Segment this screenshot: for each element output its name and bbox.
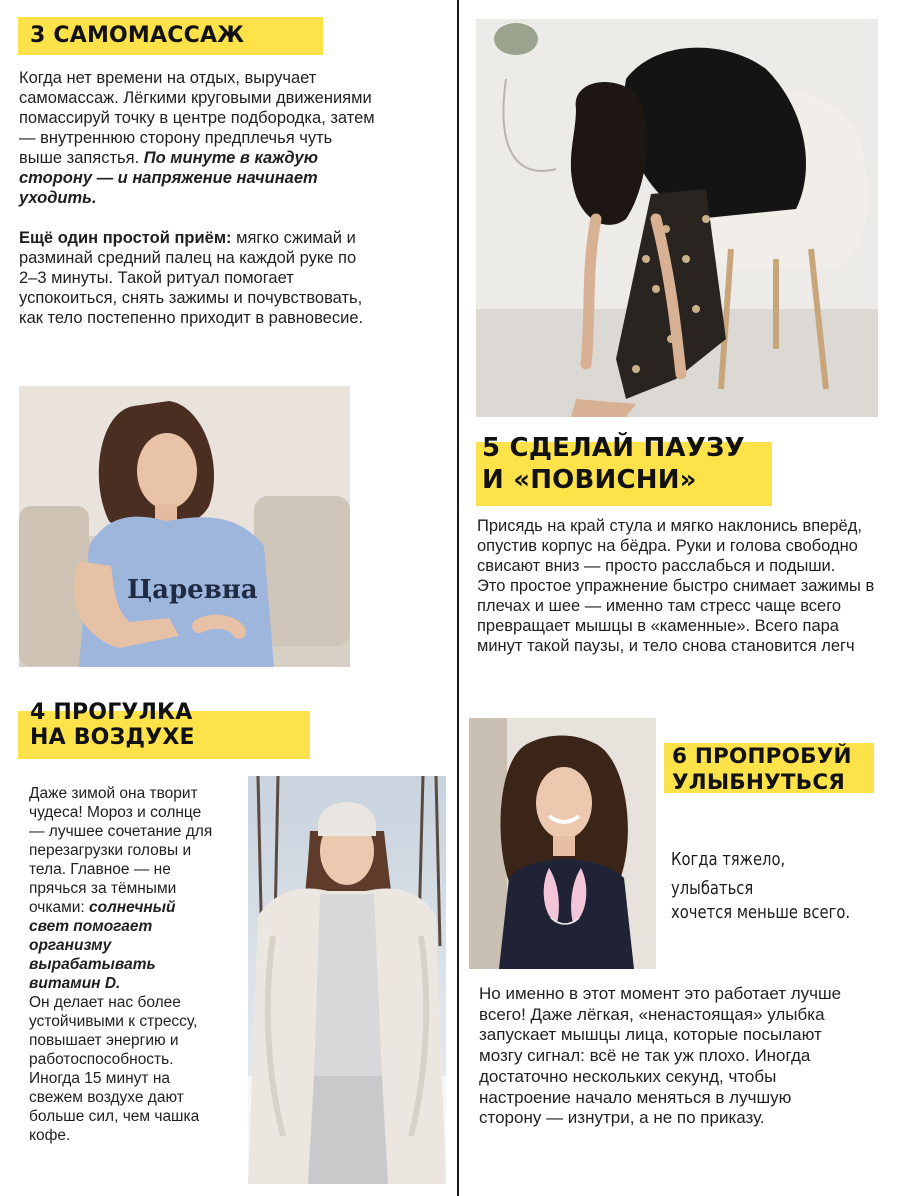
section-3-text	[19, 68, 375, 328]
section-3-paragraph-2	[19, 228, 375, 328]
section-4-text-plain-2: Он делает нас более устойчивыми к стрессу, повышает энергию и работоспособность. Иногда 15 минут на свежем воздухе дают больше сил, чем чашка кофе.	[29, 994, 200, 1144]
section-6-quote-line-3: хочется меньше всего.	[671, 902, 851, 923]
section-4-text-plain-1: Даже зимой она творит чудеса! Мороз и солнце — лучшее сочетание для перезагрузки головы и тела. Главное — не прячься за тёмными очками:	[29, 785, 213, 916]
section-4-title-line-2: НА ВОЗДУХЕ	[30, 725, 195, 750]
section-6-quote-line-2: улыбаться	[671, 878, 754, 899]
section-3-paragraph-1	[19, 68, 375, 208]
section-4-text-bold: солнечный свет помогает организму вырабатывать витамин D.	[29, 899, 176, 992]
section-5-title-line-1: 5 СДЕЛАЙ ПАУЗУ	[482, 433, 745, 463]
section-4-text	[29, 784, 219, 1145]
section-6-title-line-2: УЛЫБНУТЬСЯ	[672, 770, 846, 795]
section-3-p2-plain: мягко сжимай и разминай средний палец на каждой руке по 2–3 минуты. Такой ритуал помогает успокоиться, снять зажимы и почувствовать, как тело постепенно приходит в равновесие.	[19, 229, 364, 327]
section-3-title-text: 3 САМОМАССАЖ	[30, 23, 245, 48]
tshirt-print-text: Царевна	[127, 575, 258, 605]
section-5-paragraph-1: Присядь на край стула и мягко наклонись вперёд, опустив корпус на бёдра. Руки и голова свободно свисают вниз — просто расслабься и подыши.	[477, 517, 862, 575]
section-4-title-line-1: 4 ПРОГУЛКА	[30, 700, 193, 725]
section-5-title	[476, 433, 772, 506]
section-6-paragraph: Но именно в этот момент это работает лучше всего! Даже лёгкая, «ненастоящая» улыбка запускает мышцы лица, которые посылают мозгу сигнал: всё не так уж плохо. Иногда достаточно нескольких секунд, чтобы настроение начало меняться в лучшую сторону — изнутри, а не по приказу.	[479, 984, 842, 1128]
section-3-title	[18, 17, 323, 55]
section-4-title	[18, 700, 310, 759]
section-5-text	[477, 516, 875, 656]
section-6-title	[664, 743, 874, 793]
column-divider	[457, 0, 459, 1196]
photo-woman-winter-coat	[248, 776, 446, 1184]
section-5-paragraph-2: Это простое упражнение быстро снимает зажимы в плечах и шее — именно там стресс чаще всего превращает мышцы в «каменные». Всего пара минут такой паузы, и тело снова становится легч	[477, 577, 875, 655]
section-6-text	[479, 984, 851, 1129]
section-5-title-line-2: И «ПОВИСНИ»	[482, 465, 697, 495]
section-6-title-line-1: 6 ПРОПРОБУЙ	[672, 744, 852, 769]
photo-woman-smiling	[469, 718, 656, 969]
photo-woman-bending-chair	[476, 19, 878, 417]
section-6-quote	[671, 845, 850, 927]
section-3-p1-bold: По минуте в каждую сторону — и напряжение начинает уходить.	[19, 149, 319, 207]
section-3-p1-plain: Когда нет времени на отдых, выручает самомассаж. Лёгкими круговыми движениями помассируй точку в центре подбородка, затем — внутреннюю сторону предплечья чуть выше запястья.	[19, 69, 375, 167]
section-3-p2-bold: Ещё один простой приём:	[19, 229, 232, 247]
section-6-quote-line-1: Когда тяжело,	[671, 849, 786, 870]
photo-woman-blue-tshirt	[19, 386, 350, 667]
